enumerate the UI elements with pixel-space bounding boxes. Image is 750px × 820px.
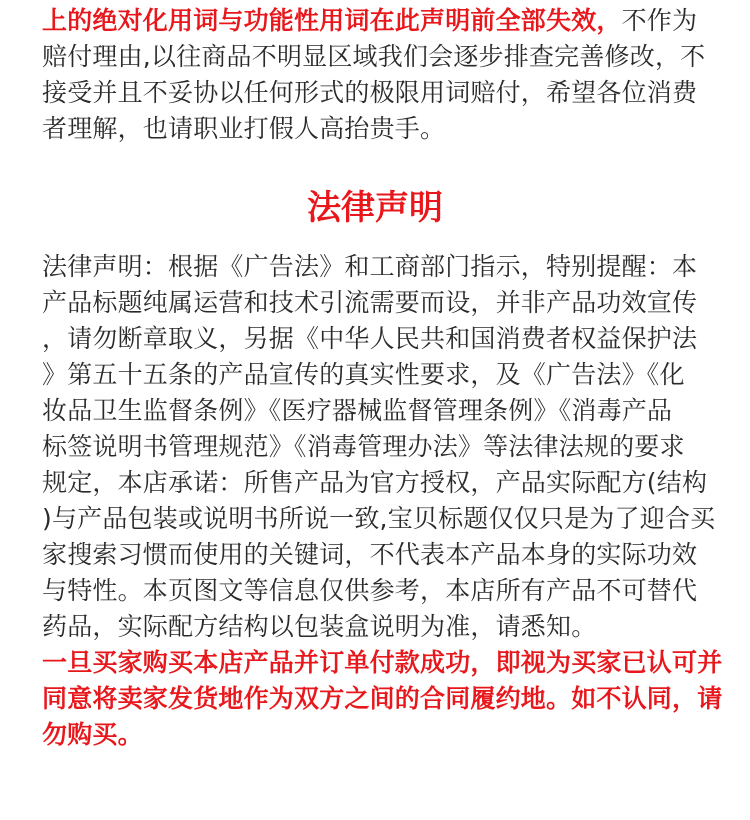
consent-line: 一旦买家购买本店产品并订单付款成功，即视为买家已认可并 bbox=[42, 648, 723, 677]
consent-line: 勿购买。 bbox=[42, 720, 143, 749]
legal-body-line: 家搜索习惯而使用的关键词，不代表本产品本身的实际功效 bbox=[42, 540, 698, 569]
consent-line: 同意将卖家发货地作为双方之间的合同履约地。如不认同，请 bbox=[42, 684, 723, 713]
legal-body-line: 法律声明：根据《广告法》和工商部门指示，特别提醒：本 bbox=[42, 252, 698, 281]
notice-red-text: 上的绝对化用词与功能性用词在此声明前全部失效， bbox=[42, 6, 622, 35]
legal-body-line: 规定，本店承诺：所售产品为官方授权，产品实际配方(结构 bbox=[42, 468, 708, 497]
legal-body-line: )与产品包装或说明书所说一致,宝贝标题仅仅只是为了迎合买 bbox=[42, 504, 716, 533]
legal-body-line: 药品，实际配方结构以包装盒说明为准，请悉知。 bbox=[42, 612, 597, 641]
top-notice-line-2: 赔付理由,以往商品不明显区域我们会逐步排查完善修改，不 bbox=[42, 42, 706, 71]
top-notice-line-4: 者理解，也请职业打假人高抬贵手。 bbox=[42, 114, 446, 143]
legal-body-line: ，请勿断章取义，另据《中华人民共和国消费者权益保护法 bbox=[42, 324, 698, 353]
notice-black-text: 不作为 bbox=[621, 6, 698, 35]
legal-body-line: 产品标题纯属运营和技术引流需要而设，并非产品功效宣传 bbox=[42, 288, 698, 317]
legal-heading: 法律声明 bbox=[307, 188, 443, 228]
top-notice-line-3: 接受并且不妥协以任何形式的极限用词赔付，希望各位消费 bbox=[42, 78, 698, 107]
legal-body-line: 》第五十五条的产品宣传的真实性要求，及《广告法》《化 bbox=[42, 360, 685, 389]
legal-body-line: 与特性。本页图文等信息仅供参考，本店所有产品不可替代 bbox=[42, 576, 698, 605]
top-notice-line-1 bbox=[42, 4, 697, 38]
legal-body-line: 妆品卫生监督条例》《医疗器械监督管理条例》《消毒产品 bbox=[42, 396, 673, 425]
legal-body-line: 标签说明书管理规范》《消毒管理办法》等法律法规的要求 bbox=[42, 432, 685, 461]
